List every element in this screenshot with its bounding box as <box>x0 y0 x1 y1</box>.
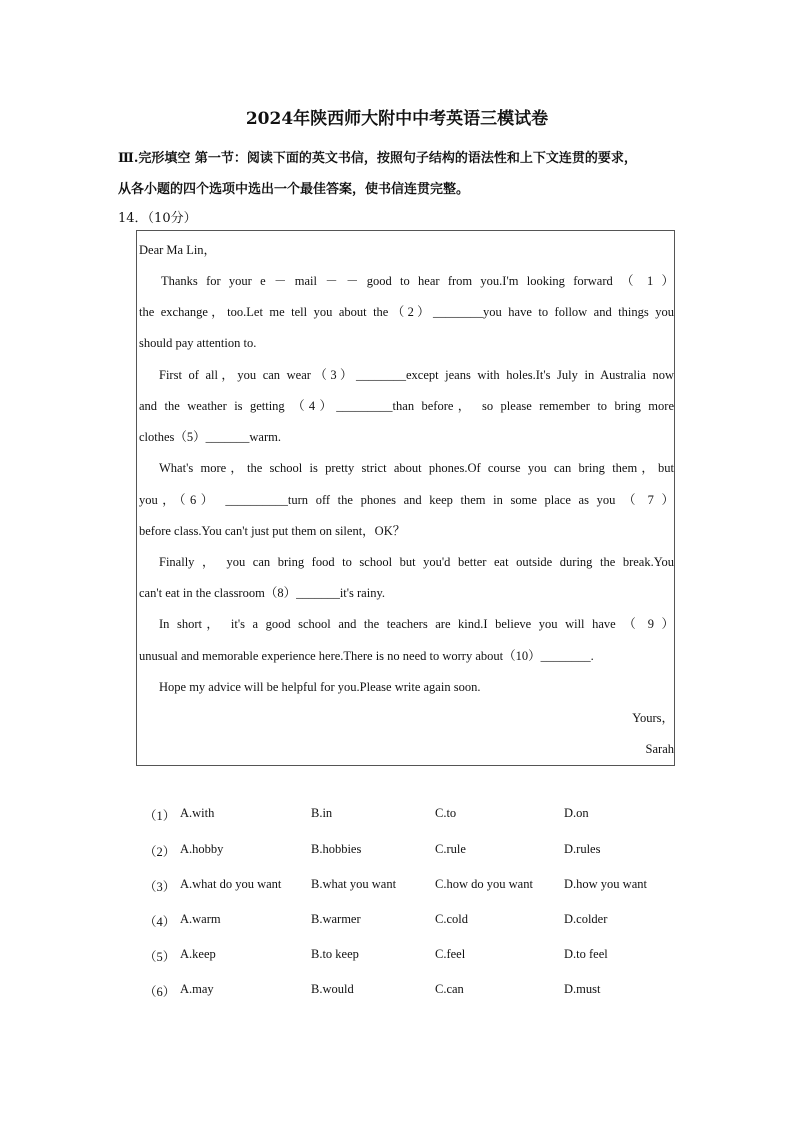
letter-line: In short， it's a good school and the teachers are kind.I believe you will have （ 9 ） <box>159 617 674 631</box>
option-number: （4） <box>144 915 176 929</box>
letter-line: before class.You can't just put them on silent，OK？ <box>139 524 406 538</box>
option-b[interactable]: B.in <box>311 806 333 820</box>
letter-closing: Yours， <box>632 711 674 725</box>
instructions-line-2: 从各小题的四个选项中选出一个最佳答案，使书信连贯完整。 <box>118 182 470 197</box>
option-a[interactable]: A.warm <box>180 912 221 926</box>
option-row <box>0 947 794 965</box>
letter-greeting: Dear Ma Lin， <box>139 243 217 257</box>
letter-line: Thanks for your e － mail － － good to hear from you.I'm looking forward （ 1 ） <box>161 274 674 288</box>
option-row <box>0 806 794 824</box>
letter-line: you，（6） __________turn off the phones and keep them in some place as you （ 7 ） <box>139 493 674 507</box>
option-d[interactable]: D.must <box>564 982 601 996</box>
option-c[interactable]: C.rule <box>435 842 466 856</box>
option-a[interactable]: A.may <box>180 982 214 996</box>
letter-line: should pay attention to. <box>139 336 257 350</box>
option-number: （6） <box>144 985 176 999</box>
option-d[interactable]: D.how you want <box>564 877 647 891</box>
question-number: 14．（10分） <box>118 211 197 226</box>
option-number: （3） <box>144 880 176 894</box>
letter-line: What's more，the school is pretty strict about phones.Of course you can bring them，but <box>159 461 674 475</box>
letter-line: can't eat in the classroom（8）_______it's rainy. <box>139 586 386 600</box>
option-row <box>0 982 794 1000</box>
option-b[interactable]: B.warmer <box>311 912 361 926</box>
page-title: 2024年陕西师大附中中考英语三模试卷 <box>245 109 549 129</box>
option-number: （5） <box>144 950 176 964</box>
option-c[interactable]: C.feel <box>435 947 466 961</box>
option-c[interactable]: C.how do you want <box>435 877 533 891</box>
option-c[interactable]: C.can <box>435 982 464 996</box>
option-row <box>0 842 794 860</box>
letter-line: First of all，you can wear（3）________except jeans with holes.It's July in Australia now <box>159 368 674 382</box>
option-b[interactable]: B.would <box>311 982 354 996</box>
option-b[interactable]: B.to keep <box>311 947 359 961</box>
option-number: （1） <box>144 809 176 823</box>
letter-line: Hope my advice will be helpful for you.Please write again soon. <box>159 680 481 694</box>
option-a[interactable]: A.what do you want <box>180 877 282 891</box>
letter-line: the exchange，too.Let me tell you about the（2）________you have to follow and things you <box>139 305 674 319</box>
option-d[interactable]: D.to feel <box>564 947 608 961</box>
instructions-line-1: Ⅲ.完形填空 第一节：阅读下面的英文书信，按照句子结构的语法性和上下文连贯的要求， <box>118 151 637 166</box>
option-number: （2） <box>144 845 176 859</box>
letter-line: Finally ， you can bring food to school but you'd better eat outside during the break.You <box>159 555 674 569</box>
option-a[interactable]: A.keep <box>180 947 216 961</box>
option-b[interactable]: B.what you want <box>311 877 397 891</box>
option-a[interactable]: A.hobby <box>180 842 224 856</box>
letter-box <box>136 230 675 766</box>
option-d[interactable]: D.rules <box>564 842 601 856</box>
letter-line: unusual and memorable experience here.There is no need to worry about（10）________. <box>139 649 594 663</box>
letter-line: and the weather is getting （4）_________than before， so please remember to bring more <box>139 399 674 413</box>
option-row <box>0 912 794 930</box>
option-d[interactable]: D.colder <box>564 912 608 926</box>
option-c[interactable]: C.cold <box>435 912 468 926</box>
option-a[interactable]: A.with <box>180 806 215 820</box>
letter-line: clothes（5）_______warm. <box>139 430 281 444</box>
option-c[interactable]: C.to <box>435 806 457 820</box>
option-d[interactable]: D.on <box>564 806 589 820</box>
option-b[interactable]: B.hobbies <box>311 842 362 856</box>
letter-signature: Sarah <box>645 742 674 756</box>
option-row <box>0 877 794 895</box>
